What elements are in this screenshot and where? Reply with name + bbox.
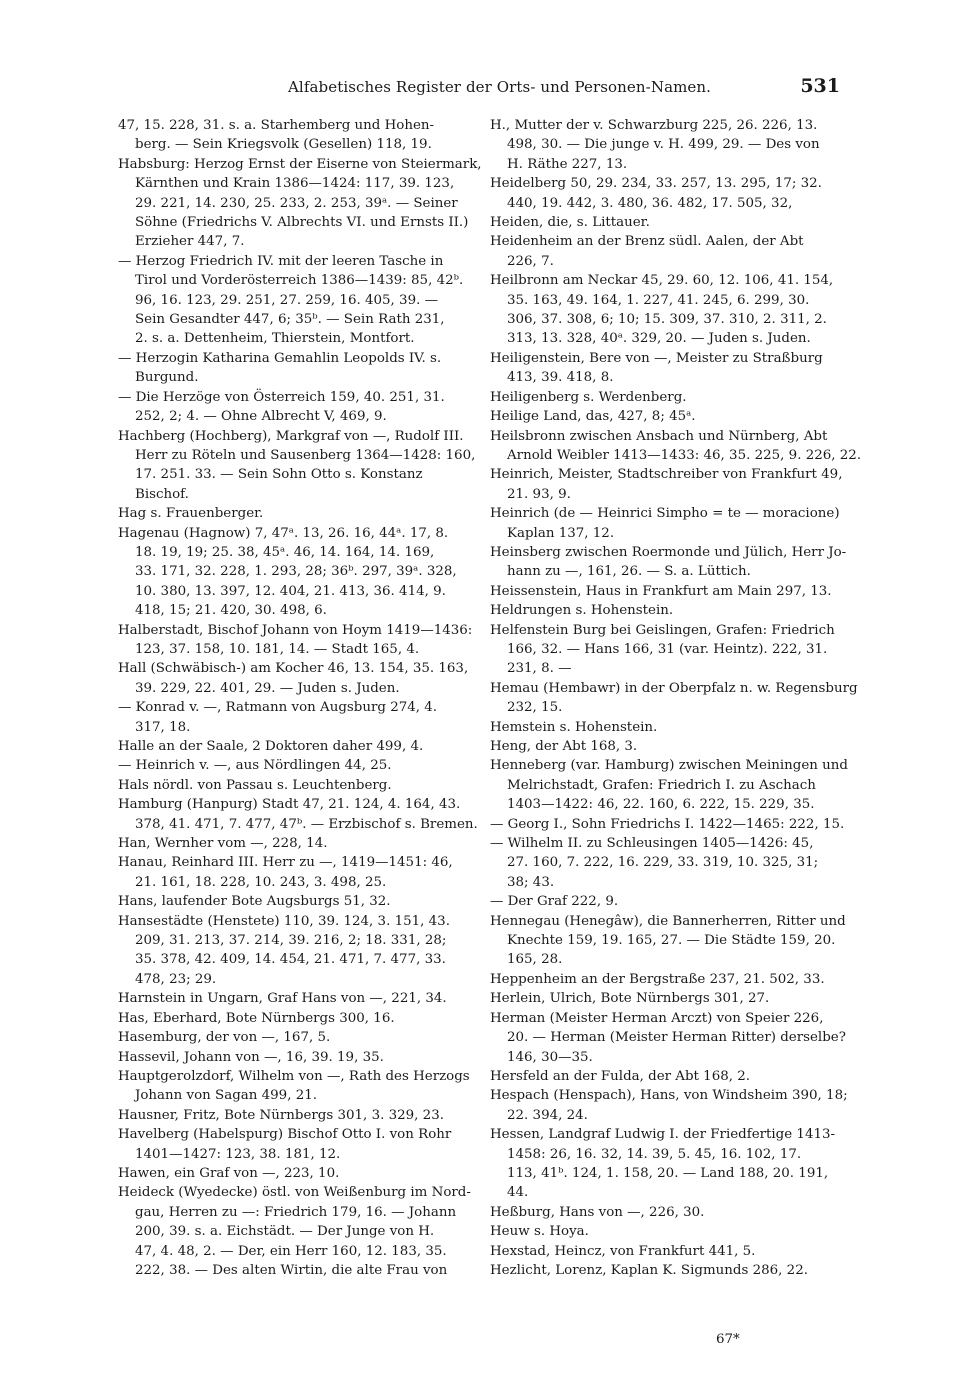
index-entry xyxy=(490,1242,830,1261)
entry-line: 1403—1422: 46, 22. 160, 6. 222, 15. 229, 35. xyxy=(507,797,815,813)
entry-line: 22. 394, 24. xyxy=(507,1107,588,1123)
index-entry xyxy=(490,737,830,756)
entry-line: 123, 37. 158, 10. 181, 14. — Stadt 165, 4. xyxy=(135,641,420,657)
entry-line: — Herzogin Katharina Gemahlin Leopolds IV. s. xyxy=(118,350,442,366)
index-entry xyxy=(118,912,458,990)
entry-line: 231, 8. — xyxy=(507,661,572,677)
entry-line: Sein Gesandter 447, 6; 35ᵇ. — Sein Rath 231, xyxy=(135,312,445,328)
index-entry xyxy=(490,1261,830,1280)
left-column xyxy=(118,116,482,1280)
index-entry xyxy=(490,912,846,970)
entry-line: 44. xyxy=(507,1185,529,1201)
entry-line: Heinsberg zwischen Roermonde und Jülich, Herr Jo- xyxy=(490,544,847,560)
entry-line: Knechte 159, 19. 165, 27. — Die Städte 159, 20. xyxy=(507,933,836,949)
entry-line: Bischof. xyxy=(135,486,189,502)
entry-line: Heiligenberg s. Werdenberg. xyxy=(490,389,687,405)
index-entry xyxy=(118,776,458,795)
index-entry xyxy=(118,1048,458,1067)
index-entry xyxy=(118,1106,458,1125)
entry-line: Hans, laufender Bote Augsburgs 51, 32. xyxy=(118,894,391,910)
index-entry xyxy=(490,834,830,892)
entry-line: Halle an der Saale, 2 Doktoren daher 499, 4. xyxy=(118,739,424,754)
entry-line: H., Mutter der v. Schwarzburg 225, 26. 226, 13. xyxy=(490,118,818,133)
index-entry xyxy=(490,718,830,737)
index-entry xyxy=(490,388,830,407)
entry-line: 418, 15; 21. 420, 30. 498, 6. xyxy=(135,603,327,619)
entry-line: Tirol und Vorderösterreich 1386—1439: 85, 42ᵇ. xyxy=(135,273,464,289)
entry-line: — Herzog Friedrich IV. mit der leeren Tasche in xyxy=(118,253,444,269)
entry-line: — Die Herzöge von Österreich 159, 40. 251, 31. xyxy=(118,389,445,405)
entry-line: 18. 19, 19; 25. 38, 45ᵃ. 46, 14. 164, 14. 169, xyxy=(135,544,435,560)
entry-line: Heinrich (de — Heinrici Simpho = te — moracione) xyxy=(490,506,840,522)
entry-line: Arnold Weibler 1413—1433: 46, 35. 225, 9. 226, 22. xyxy=(507,447,862,463)
entry-line: Hexstad, Heincz, von Frankfurt 441, 5. xyxy=(490,1243,756,1259)
entry-line: — Heinrich v. —, aus Nördlingen 44, 25. xyxy=(118,758,392,774)
entry-line: Heilbronn am Neckar 45, 29. 60, 12. 106, 41. 154, xyxy=(490,273,834,289)
index-entry xyxy=(490,970,830,989)
index-entry xyxy=(490,465,843,504)
entry-line: Hemstein s. Hohenstein. xyxy=(490,719,658,735)
entry-line: Hawen, ein Graf von —, 223, 10. xyxy=(118,1165,340,1181)
index-entry xyxy=(118,989,458,1008)
entry-line: 2. s. a. Dettenheim, Thierstein, Montfort. xyxy=(135,331,415,347)
entry-line: 232, 15. xyxy=(507,700,563,716)
entry-line: 1401—1427: 123, 38. 181, 12. xyxy=(135,1146,341,1162)
entry-line: Heissenstein, Haus in Frankfurt am Main 297, 13. xyxy=(490,583,832,599)
entry-line: 166, 32. — Hans 166, 31 (var. Heintz). 222, 31. xyxy=(507,641,828,657)
index-entry xyxy=(118,1125,458,1164)
index-entry xyxy=(490,892,830,911)
index-entry xyxy=(118,504,458,523)
index-entry xyxy=(490,1203,830,1222)
entry-line: Kärnthen und Krain 1386—1424: 117, 39. 123, xyxy=(135,176,455,192)
entry-line: 35. 378, 42. 409, 14. 454, 21. 471, 7. 477, 33. xyxy=(135,952,446,968)
entry-line: 113, 41ᵇ. 124, 1. 158, 20. — Land 188, 20. 191, xyxy=(507,1165,829,1181)
index-entry xyxy=(118,756,458,775)
entry-line: 33. 171, 32. 228, 1. 293, 28; 36ᵇ. 297, 39ᵃ. 328, xyxy=(135,564,457,580)
entry-line: 440, 19. 442, 3. 480, 36. 482, 17. 505, 32, xyxy=(507,195,793,211)
entry-line: Hag s. Frauenberger. xyxy=(118,506,264,522)
entry-line: 21. 161, 18. 228, 10. 243, 3. 498, 25. xyxy=(135,874,387,890)
index-entry xyxy=(118,427,476,505)
index-entry xyxy=(118,524,458,621)
entry-line: Has, Eberhard, Bote Nürnbergs 300, 16. xyxy=(118,1010,395,1026)
page-number: 531 xyxy=(800,75,840,97)
entry-line: Henneberg (var. Hamburg) zwischen Meiningen und xyxy=(490,758,848,774)
index-entry xyxy=(118,853,458,892)
index-entry xyxy=(118,252,464,349)
index-entry xyxy=(118,1164,458,1183)
index-entry xyxy=(490,407,830,426)
entry-line: Hassevil, Johann von —, 16, 39. 19, 35. xyxy=(118,1049,384,1065)
entry-line: Kaplan 137, 12. xyxy=(507,525,615,541)
entry-line: Hennegau (Henegâw), die Bannerherren, Ritter und xyxy=(490,913,846,929)
index-entry xyxy=(118,388,458,427)
entry-line: Hemau (Hembawr) in der Oberpfalz n. w. Regensburg xyxy=(490,680,858,696)
entry-line: Hall (Schwäbisch-) am Kocher 46, 13. 154, 35. 163, xyxy=(118,661,469,677)
entry-line: 96, 16. 123, 29. 251, 27. 259, 16. 405, 39. — xyxy=(135,292,438,308)
entry-line: Heldrungen s. Hohenstein. xyxy=(490,603,674,619)
index-entry xyxy=(118,659,469,698)
index-entry xyxy=(490,989,830,1008)
entry-line: 378, 41. 471, 7. 477, 47ᵇ. — Erzbischof s. Bremen. xyxy=(135,816,478,832)
entry-line: 38; 43. xyxy=(507,874,555,890)
entry-line: 165, 28. xyxy=(507,952,563,968)
entry-line: Erzieher 447, 7. xyxy=(135,234,245,250)
entry-line: 39. 229, 22. 401, 29. — Juden s. Juden. xyxy=(135,680,400,696)
entry-line: 146, 30—35. xyxy=(507,1049,593,1065)
index-entry xyxy=(118,1009,458,1028)
entry-line: Heinrich, Meister, Stadtschreiber von Frankfurt 49, xyxy=(490,467,843,483)
entry-line: 317, 18. xyxy=(135,719,191,735)
entry-line: Hamburg (Hanpurg) Stadt 47, 21. 124, 4. 164, 43. xyxy=(118,797,461,813)
entry-line: 27. 160, 7. 222, 16. 229, 33. 319, 10. 325, 31; xyxy=(507,855,819,871)
entry-line: Heppenheim an der Bergstraße 237, 21. 502, 33. xyxy=(490,971,825,987)
entry-line: Han, Wernher vom —, 228, 14. xyxy=(118,836,328,852)
index-entry xyxy=(490,601,830,620)
entry-line: Heidelberg 50, 29. 234, 33. 257, 13. 295, 17; 32. xyxy=(490,176,822,192)
index-entry xyxy=(490,543,847,582)
index-entry xyxy=(490,174,830,213)
index-entry xyxy=(118,834,458,853)
entry-line: 200, 39. s. a. Eichstädt. — Der Junge von H. xyxy=(135,1224,435,1240)
entry-line: Hauptgerolzdorf, Wilhelm von —, Rath des Herzogs xyxy=(118,1068,470,1084)
index-entry xyxy=(490,1067,830,1086)
entry-line: Havelberg (Habelspurg) Bischof Otto I. von Rohr xyxy=(118,1127,452,1143)
entry-line: Heidenheim an der Brenz südl. Aalen, der Abt xyxy=(490,234,804,250)
entry-line: 498, 30. — Die junge v. H. 499, 29. — Des von xyxy=(507,137,820,153)
entry-line: 478, 23; 29. xyxy=(135,971,217,987)
index-entry xyxy=(118,1028,458,1047)
entry-line: Harnstein in Ungarn, Graf Hans von —, 221, 34. xyxy=(118,991,447,1007)
index-entry xyxy=(490,1086,848,1125)
entry-line: 20. — Herman (Meister Herman Ritter) derselbe? xyxy=(507,1030,846,1046)
index-entry xyxy=(490,815,845,834)
index-entry xyxy=(490,504,840,543)
entry-line: Johann von Sagan 499, 21. xyxy=(135,1088,318,1104)
entry-line: Hansestädte (Henstete) 110, 39. 124, 3. 151, 43. xyxy=(118,913,450,929)
index-entry xyxy=(490,213,830,232)
entry-line: Hausner, Fritz, Bote Nürnbergs 301, 3. 329, 23. xyxy=(118,1107,444,1123)
entry-line: Hanau, Reinhard III. Herr zu —, 1419—1451: 46, xyxy=(118,855,453,871)
entry-line: Melrichstadt, Grafen: Friedrich I. zu Aschach xyxy=(507,777,816,793)
entry-line: berg. — Sein Kriegsvolk (Gesellen) 118, 19. xyxy=(135,137,432,153)
index-entry xyxy=(490,582,830,601)
entry-line: 21. 93, 9. xyxy=(507,486,571,502)
index-entry xyxy=(118,155,482,252)
index-entry xyxy=(490,756,848,814)
index-entry xyxy=(490,1222,830,1241)
index-entry xyxy=(490,621,835,679)
entry-line: Heiden, die, s. Littauer. xyxy=(490,215,650,231)
entry-line: 29. 221, 14. 230, 25. 233, 2. 253, 39ᵃ. — Seiner xyxy=(135,195,458,211)
running-title: Alfabetisches Register der Orts- und Personen-Namen. xyxy=(288,78,712,96)
signature-mark: 67* xyxy=(716,1332,740,1347)
right-column xyxy=(490,116,862,1280)
entry-line: Helfenstein Burg bei Geislingen, Grafen: Friedrich xyxy=(490,622,835,638)
entry-line: 252, 2; 4. — Ohne Albrecht V, 469, 9. xyxy=(135,409,387,425)
index-entry xyxy=(490,1125,836,1203)
entry-line: 17. 251. 33. — Sein Sohn Otto s. Konstanz xyxy=(135,467,423,483)
entry-line: Hessen, Landgraf Ludwig I. der Friedfertige 1413- xyxy=(490,1127,836,1143)
index-entry xyxy=(118,698,458,737)
entry-line: 47, 4. 48, 2. — Der, ein Herr 160, 12. 183, 35. xyxy=(135,1243,447,1259)
index-entry xyxy=(118,349,458,388)
entry-line: 1458: 26, 16. 32, 14. 39, 5. 45, 16. 102, 17. xyxy=(507,1146,802,1162)
entry-line: 47, 15. 228, 31. s. a. Starhemberg und Hohen- xyxy=(118,118,435,133)
index-entry xyxy=(490,271,834,349)
entry-line: — Georg I., Sohn Friedrichs I. 1422—1465: 222, 15. xyxy=(490,816,845,832)
entry-line: 413, 39. 418, 8. xyxy=(507,370,614,386)
entry-line: Burgund. xyxy=(135,370,199,386)
index-entry xyxy=(118,1067,470,1106)
index-entry xyxy=(490,349,830,388)
entry-line: Hasemburg, der von —, 167, 5. xyxy=(118,1030,331,1046)
index-entry xyxy=(118,795,478,834)
index-entry xyxy=(118,116,458,155)
entry-line: 222, 38. — Des alten Wirtin, die alte Frau von xyxy=(135,1262,448,1278)
index-entry xyxy=(118,892,458,911)
entry-line: Heuw s. Hoya. xyxy=(490,1224,589,1240)
entry-line: Hersfeld an der Fulda, der Abt 168, 2. xyxy=(490,1068,751,1084)
entry-line: H. Räthe 227, 13. xyxy=(507,156,628,172)
entry-line: Halberstadt, Bischof Johann von Hoym 1419—1436: xyxy=(118,622,473,638)
entry-line: 35. 163, 49. 164, 1. 227, 41. 245, 6. 299, 30. xyxy=(507,292,810,308)
entry-line: Heideck (Wyedecke) östl. von Weißenburg im Nord- xyxy=(118,1185,471,1201)
entry-line: hann zu —, 161, 26. — S. a. Lüttich. xyxy=(507,564,751,580)
entry-line: Heilsbronn zwischen Ansbach und Nürnberg, Abt xyxy=(490,428,828,444)
entry-line: 306, 37. 308, 6; 10; 15. 309, 37. 310, 2. 311, 2. xyxy=(507,312,827,328)
entry-line: Heßburg, Hans von —, 226, 30. xyxy=(490,1204,705,1220)
entry-line: 313, 13. 328, 40ᵃ. 329, 20. — Juden s. Juden. xyxy=(507,331,811,347)
entry-line: Herlein, Ulrich, Bote Nürnbergs 301, 27. xyxy=(490,991,770,1007)
index-entry xyxy=(118,621,473,660)
entry-line: 226, 7. xyxy=(507,253,554,269)
entry-line: 209, 31. 213, 37. 214, 39. 216, 2; 18. 331, 28; xyxy=(135,933,447,949)
entry-line: Hagenau (Hagnow) 7, 47ᵃ. 13, 26. 16, 44ᵃ. 17, 8. xyxy=(118,525,449,541)
entry-line: gau, Herren zu —: Friedrich 179, 16. — Johann xyxy=(135,1204,457,1220)
entry-line: — Der Graf 222, 9. xyxy=(490,894,619,910)
index-entry xyxy=(118,1183,471,1280)
entry-line: Hezlicht, Lorenz, Kaplan K. Sigmunds 286, 22. xyxy=(490,1262,808,1278)
entry-line: — Konrad v. —, Ratmann von Augsburg 274, 4. xyxy=(118,700,438,716)
entry-line: Hals nördl. von Passau s. Leuchtenberg. xyxy=(118,777,392,793)
index-entry xyxy=(490,232,830,271)
entry-line: — Wilhelm II. zu Schleusingen 1405—1426: 45, xyxy=(490,836,814,852)
page-header xyxy=(118,75,840,104)
entry-line: Hachberg (Hochberg), Markgraf von —, Rudolf III. xyxy=(118,428,464,444)
entry-line: Herman (Meister Herman Arczt) von Speier 226, xyxy=(490,1010,824,1026)
entry-line: Herr zu Röteln und Sausenberg 1364—1428: 160, xyxy=(135,447,476,463)
entry-line: Habsburg: Herzog Ernst der Eiserne von Steiermark, xyxy=(118,156,482,172)
index-entry xyxy=(490,1009,846,1067)
index-entry xyxy=(118,737,458,756)
index-entry xyxy=(490,116,830,174)
entry-line: Hespach (Henspach), Hans, von Windsheim 390, 18; xyxy=(490,1088,848,1104)
index-entry xyxy=(490,679,858,718)
entry-line: Heiligenstein, Bere von —, Meister zu Straßburg xyxy=(490,350,823,366)
entry-line: Söhne (Friedrichs V. Albrechts VI. und Ernsts II.) xyxy=(135,215,469,231)
index-entry xyxy=(490,427,862,466)
entry-line: Heilige Land, das, 427, 8; 45ᵃ. xyxy=(490,409,696,425)
entry-line: Heng, der Abt 168, 3. xyxy=(490,739,638,754)
entry-line: 10. 380, 13. 397, 12. 404, 21. 413, 36. 414, 9. xyxy=(135,583,446,599)
